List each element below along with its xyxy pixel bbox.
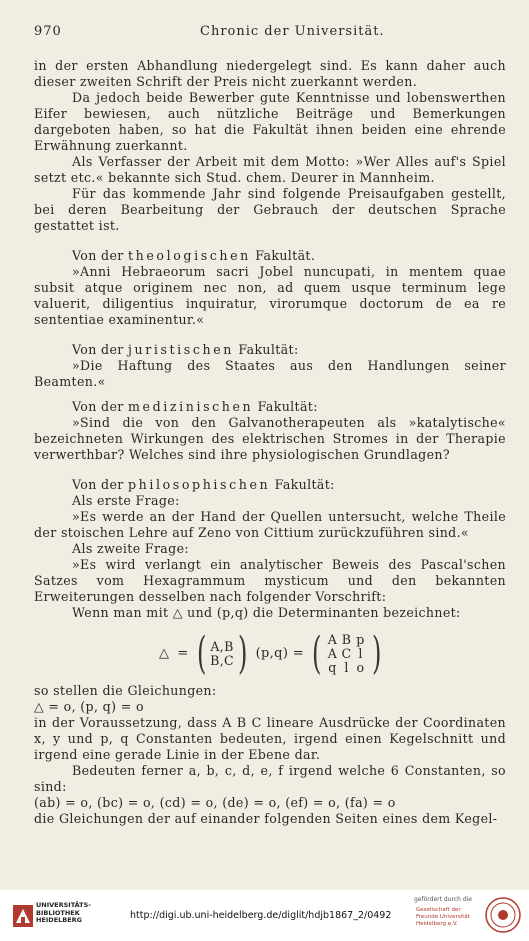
matrix-cell: B: [341, 632, 352, 647]
heading-prefix: Von der: [72, 399, 128, 414]
spacer: [34, 328, 506, 342]
faculty-name: medizinischen: [127, 399, 254, 414]
library-logo-icon: [12, 904, 34, 928]
prize-question: »Es wird verlangt ein analytischer Beweis des Pascal'schen Satzes vom Hexagrammum mysticum und den bekannten Erweiterungen desselben nach folgender Vorschrift:: [34, 557, 506, 604]
matrix-cell: p: [356, 632, 365, 647]
matrix-3x3: [308, 628, 385, 679]
spacer: [34, 234, 506, 248]
paragraph: Als Verfasser der Arbeit mit dem Motto: »Wer Alles auf's Spiel setzt etc.« bekannte sich Stud. chem. Deurer in Mannheim.: [34, 154, 506, 185]
matrix-cell: C: [341, 646, 352, 661]
matrix-cell: B,C: [210, 653, 235, 668]
funded-by-label: gefördert durch die: [414, 896, 472, 903]
faculty-name: theologischen: [127, 248, 251, 263]
delta-symbol: △: [158, 646, 170, 661]
matrix-cell: o: [356, 660, 365, 675]
equation-line: (ab) = o, (bc) = o, (cd) = o, (de) = o, (ef) = o, (fa) = o: [34, 795, 396, 810]
prize-question: »Die Haftung des Staates aus den Handlungen seiner Beamten.«: [34, 358, 506, 389]
faculty-name: philosophischen: [127, 477, 271, 492]
paragraph: so stellen die Gleichungen:: [34, 683, 217, 698]
matrix-cell: A: [327, 632, 338, 647]
prize-question: »Anni Hebraeorum sacri Jobel nuncupati, in mentem quae subsit atque originem nec non, ad quem usque terminum lege valuerit, diligentius inquiratur, virorumque doctorum de ea re sententiae examinentur.«: [34, 264, 506, 327]
right-paren: ): [371, 628, 382, 679]
heading-suffix: Fakultät:: [270, 477, 335, 492]
faculty-name: juristischen: [127, 342, 234, 357]
permalink[interactable]: http://digi.ub.uni-heidelberg.de/diglit/hdjb1867_2/0492: [130, 910, 392, 921]
spacer: [34, 390, 506, 399]
viewer-footer: [0, 890, 529, 941]
prize-question: »Sind die von den Galvanotherapeuten als »katalytische« bezeichneten Wirkungen des elektrischen Stromes in der Therapie verwerthbar? Welches sind ihre physiologischen Grundlagen?: [34, 415, 506, 462]
equation-line: △ = o, (p, q) = o: [34, 699, 144, 714]
heading-prefix: Von der: [72, 477, 128, 492]
section-heading-philosophy: [34, 477, 506, 493]
matrix-cell: A,B: [210, 639, 234, 654]
determinant-equation: [34, 625, 506, 683]
pq-label: (p,q) =: [255, 646, 304, 661]
section-heading-medicine: [34, 399, 506, 415]
page-body: [34, 58, 506, 827]
funder-name: Gesellschaft der Freunde Universität Heidelberg e.V.: [416, 907, 470, 927]
right-paren: ): [237, 628, 248, 679]
paragraph: Da jedoch beide Bewerber gute Kenntnisse und lobenswerthen Eifer bewiesen, auch nützliche Beiträge und Bemerkungen dargeboten haben, so hat die Fakultät ihnen beiden eine ehrende Erwähnung zuerkannt.: [34, 90, 506, 153]
paragraph: Wenn man mit △ und (p,q) die Determinanten bezeichnet:: [72, 605, 461, 620]
library-name: UNIVERSITÄTS- BIBLIOTHEK HEIDELBERG: [36, 901, 91, 924]
question-label: Als zweite Frage:: [72, 541, 189, 556]
heading-prefix: Von der: [72, 342, 128, 357]
heading-suffix: Fakultät:: [253, 399, 318, 414]
equals-sign: =: [177, 646, 189, 661]
paragraph: Bedeuten ferner a, b, c, d, e, f irgend welche 6 Constanten, so sind:: [34, 763, 506, 794]
question-label: Als erste Frage:: [72, 493, 180, 508]
heading-suffix: Fakultät.: [250, 248, 316, 263]
matrix-cell: q: [328, 660, 337, 675]
matrix-cell: l: [344, 660, 349, 675]
left-paren: (: [311, 628, 322, 679]
university-seal-icon: [484, 896, 522, 934]
section-heading-law: [34, 342, 506, 358]
page-number: 970: [34, 24, 62, 39]
matrix-cell: A: [327, 646, 338, 661]
paragraph: in der ersten Abhandlung niedergelegt sind. Es kann daher auch dieser zweiten Schrift der Preis nicht zuerkannt werden.: [34, 58, 506, 89]
left-paren: (: [196, 628, 207, 679]
spacer: [34, 463, 506, 477]
heading-prefix: Von der: [72, 248, 128, 263]
section-heading-theology: [34, 248, 506, 264]
prize-question: »Es werde an der Hand der Quellen untersucht, welche Theile der stoischen Lehre auf Zeno von Cittium zurückzuführen sind.«: [34, 509, 506, 540]
heading-suffix: Fakultät:: [234, 342, 299, 357]
paragraph: Für das kommende Jahr sind folgende Preisaufgaben gestellt, bei deren Bearbeitung der Gebrauch der deutschen Sprache gestattet ist.: [34, 186, 506, 233]
page-header: [34, 24, 509, 44]
paragraph: in der Voraussetzung, dass A B C lineare Ausdrücke der Coordinaten x, y und p, q Constanten bedeuten, irgend einen Kegelschnitt und irgend eine gerade Linie in der Ebene dar.: [34, 715, 506, 762]
paragraph: die Gleichungen der auf einander folgenden Seiten eines dem Kegel-: [34, 811, 498, 826]
matrix-cell: l: [358, 646, 363, 661]
running-title: Chronic der Universität.: [200, 24, 385, 39]
matrix-2x2: [193, 628, 252, 679]
